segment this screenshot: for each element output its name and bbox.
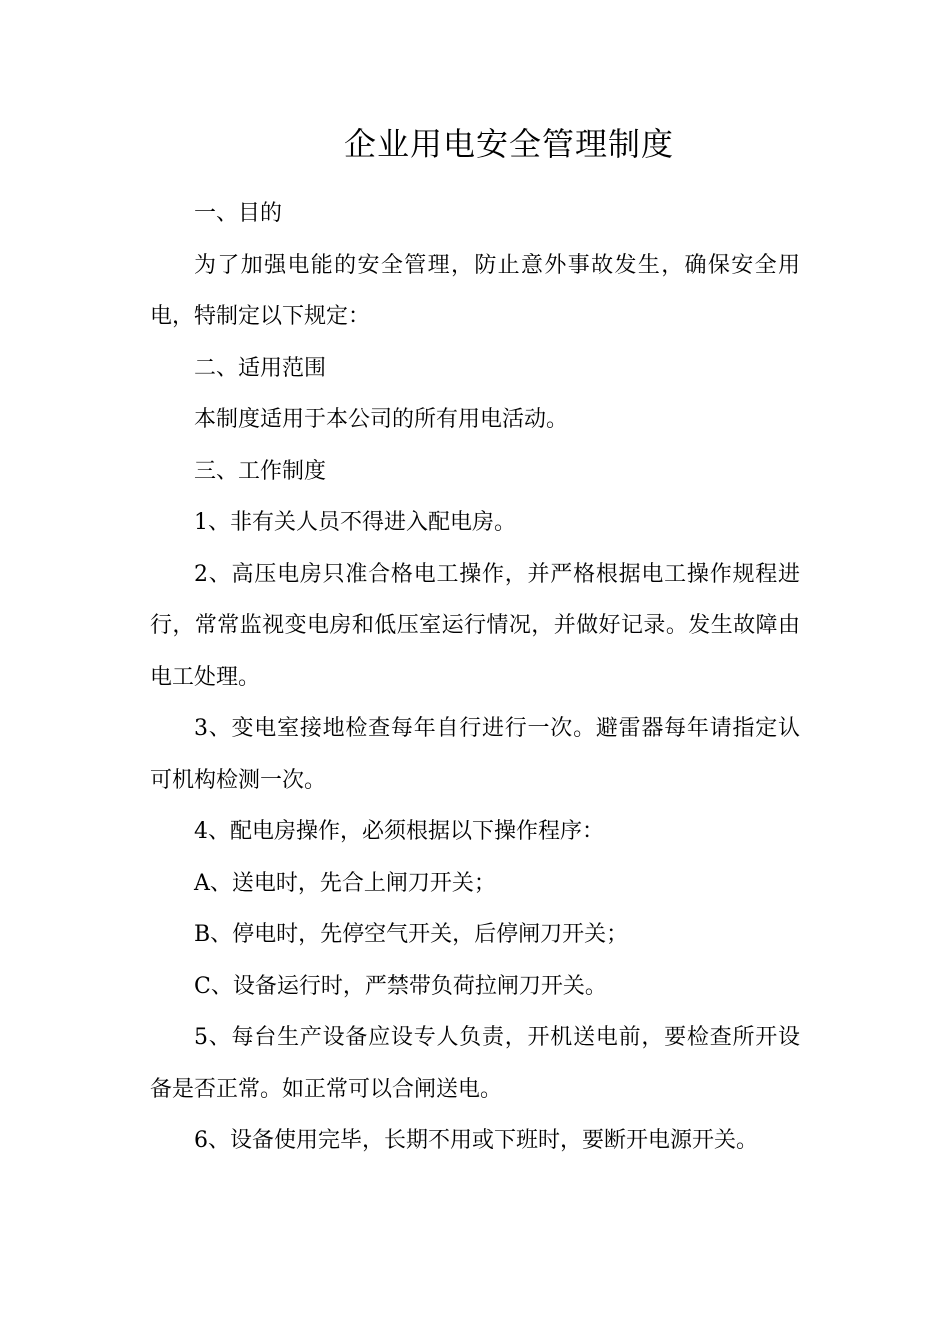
document-body <box>150 188 800 1167</box>
procedure-step: B、停电时，先停空气开关，后停闸刀开关； <box>194 922 629 947</box>
procedure-step: C、设备运行时，严禁带负荷拉闸刀开关。 <box>194 973 607 999</box>
rule-item: 1、非有关人员不得进入配电房。 <box>194 510 516 535</box>
paragraph: 为了加强电能的安全管理，防止意外事故发生，确保安全用电，特制定以下规定： <box>150 252 800 329</box>
section-heading-purpose: 一、目的 <box>194 201 283 226</box>
rule-item: 4、配电房操作，必须根据以下操作程序： <box>194 819 604 844</box>
rule-item: 6、设备使用完毕，长期不用或下班时，要断开电源开关。 <box>194 1128 758 1153</box>
rule-item: 3、变电室接地检查每年自行进行一次。避雷器每年请指定认可机构检测一次。 <box>150 716 800 793</box>
section-heading-rules: 三、工作制度 <box>194 458 327 484</box>
section-heading-scope: 二、适用范围 <box>194 355 327 381</box>
document-title: 企业用电安全管理制度 <box>343 125 674 163</box>
rule-item: 2、高压电房只准合格电工操作，并严格根据电工操作规程进行，常常监视变电房和低压室运行情况，并做好记录。发生故障由电工处理。 <box>150 561 800 690</box>
procedure-step: A、送电时，先合上闸刀开关； <box>194 870 496 896</box>
rule-item: 5、每台生产设备应设专人负责，开机送电前，要检查所开设备是否正常。如正常可以合闸送电。 <box>150 1025 800 1102</box>
paragraph: 本制度适用于本公司的所有用电活动。 <box>194 407 569 432</box>
